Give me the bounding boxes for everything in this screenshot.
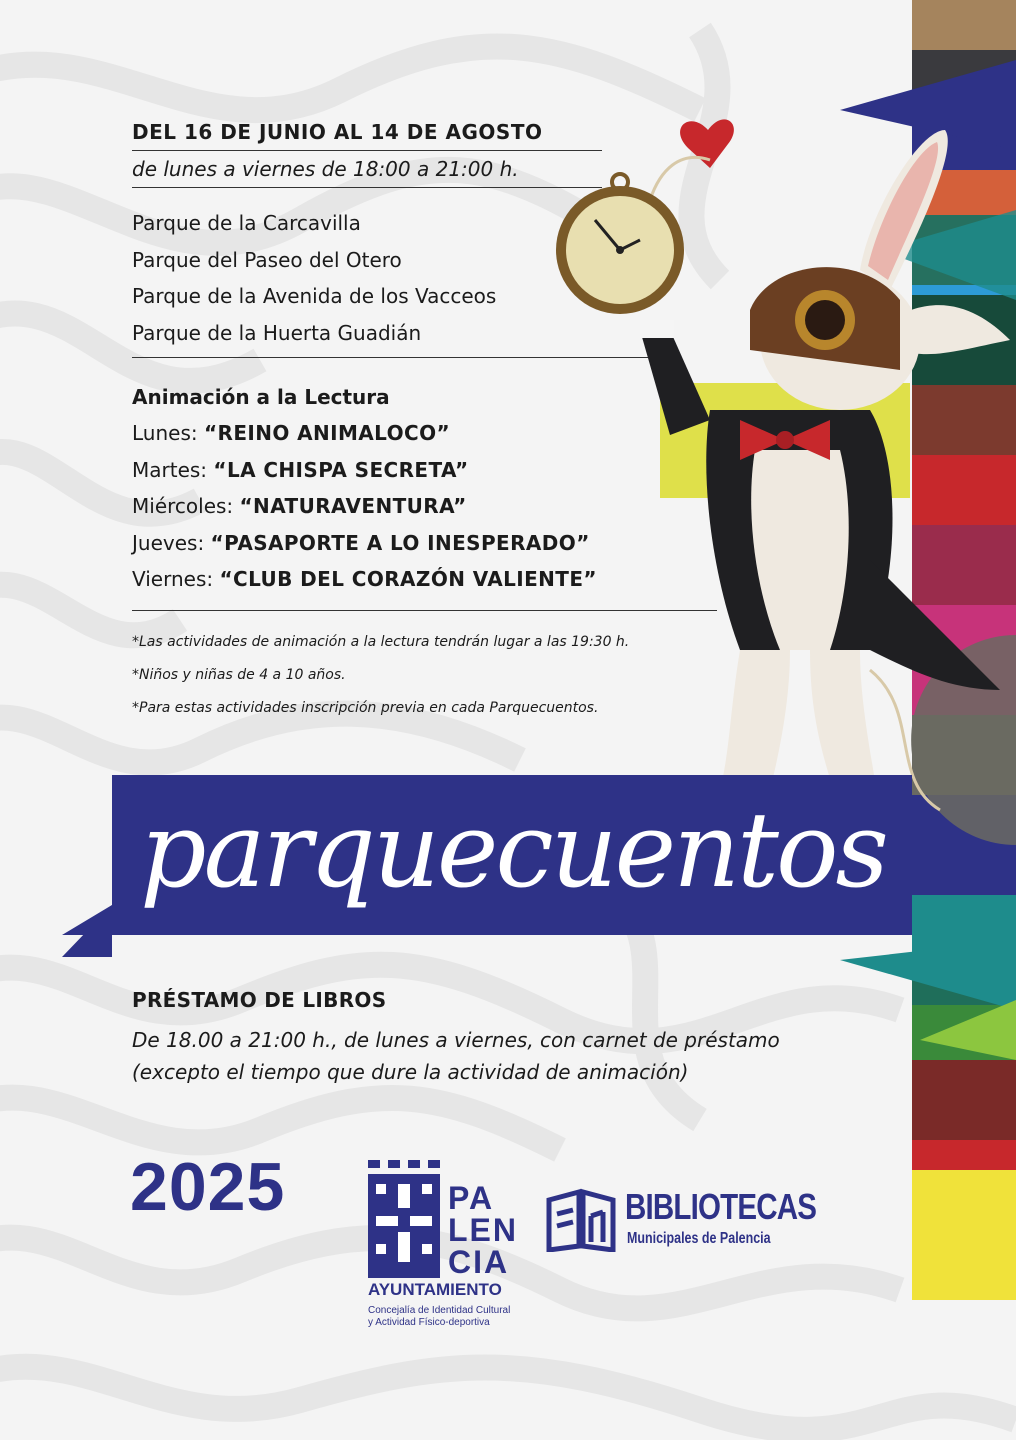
- palencia-logo: [368, 1160, 548, 1340]
- activity-title: “REINO ANIMALOCO”: [203, 421, 451, 445]
- brand-title: parquecuentos: [140, 789, 886, 911]
- concejalia-line-1: Concejalía de Identidad Cultural: [368, 1305, 511, 1316]
- concejalia-line-2: y Actividad Físico-deportiva: [368, 1317, 490, 1328]
- opening-hours: de lunes a viernes de 18:00 a 21:00 h.: [132, 157, 519, 181]
- loan-text-line-2: (excepto el tiempo que dure la actividad de animación): [132, 1060, 689, 1084]
- day-label: Martes:: [132, 457, 208, 482]
- divider: [132, 150, 602, 151]
- note-item: *Las actividades de animación a la lectura tendrán lugar a las 19:30 h.: [132, 634, 630, 650]
- palencia-word: LEN: [448, 1212, 518, 1248]
- date-range: DEL 16 DE JUNIO AL 14 DE AGOSTO: [132, 120, 543, 144]
- reading-heading: Animación a la Lectura: [132, 385, 390, 409]
- bibliotecas-logo: [545, 1182, 817, 1272]
- palencia-word: CIA: [448, 1244, 510, 1280]
- activity-title: “CLUB DEL CORAZÓN VALIENTE”: [219, 567, 597, 591]
- pocket-watch-icon: [556, 174, 684, 314]
- year: 2025: [130, 1149, 286, 1225]
- day-label: Miércoles:: [132, 494, 234, 518]
- activity-title: “NATURAVENTURA”: [239, 494, 467, 518]
- park-item: Parque de la Carcavilla: [132, 211, 361, 235]
- ayuntamiento-label: AYUNTAMIENTO: [368, 1280, 502, 1299]
- note-item: *Niños y niñas de 4 a 10 años.: [132, 667, 346, 683]
- concejalia-label: [368, 1305, 510, 1329]
- divider: [132, 187, 602, 188]
- bibliotecas-title: BIBLIOTECAS: [625, 1186, 817, 1227]
- palencia-crest-icon: [368, 1160, 440, 1278]
- schedule-block: [132, 120, 602, 194]
- activity-title: “LA CHISPA SECRETA”: [213, 457, 469, 482]
- book-icon: [545, 1186, 617, 1252]
- activity-title: “PASAPORTE A LO INESPERADO”: [210, 530, 590, 555]
- park-item: Parque del Paseo del Otero: [132, 247, 402, 272]
- park-item: Parque de la Huerta Guadián: [132, 320, 422, 345]
- white-rabbit-illustration: [540, 90, 1010, 840]
- park-item: Parque de la Avenida de los Vacceos: [132, 284, 497, 308]
- day-label: Lunes:: [132, 421, 198, 445]
- day-label: Jueves:: [132, 530, 205, 555]
- palencia-word: PA: [448, 1180, 495, 1216]
- day-label: Viernes:: [132, 567, 214, 591]
- loan-text-line-1: De 18.00 a 21:00 h., de lunes a viernes, con carnet de préstamo: [132, 1028, 780, 1052]
- palencia-wordmark: [448, 1182, 518, 1278]
- bibliotecas-subtitle: Municipales de Palencia: [627, 1230, 771, 1247]
- loan-heading: PRÉSTAMO DE LIBROS: [132, 988, 387, 1012]
- book-loan-block: [132, 988, 832, 1088]
- note-item: *Para estas actividades inscripción previa en cada Parquecuentos.: [132, 700, 599, 716]
- heart-icon: [680, 119, 734, 168]
